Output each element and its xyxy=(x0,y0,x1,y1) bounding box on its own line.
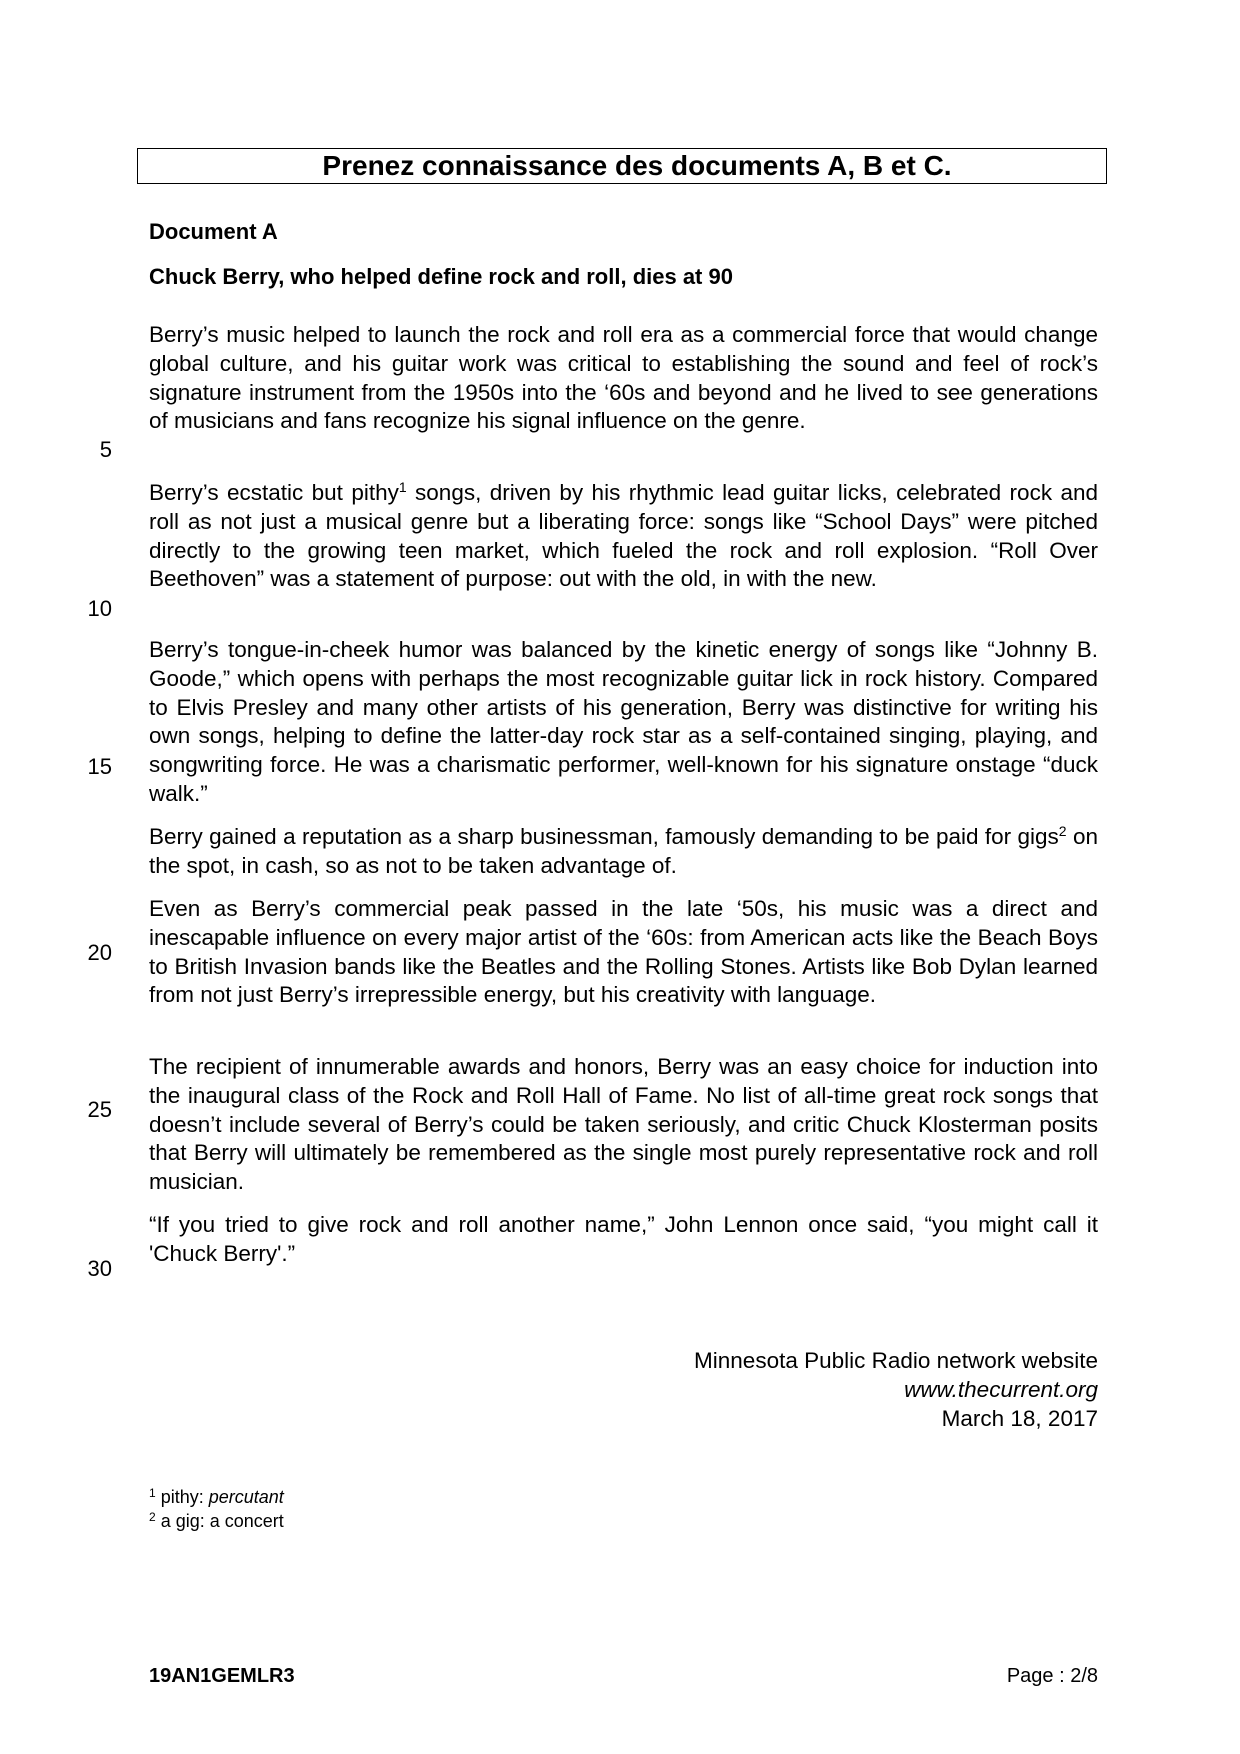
exam-code: 19AN1GEMLR3 xyxy=(149,1665,295,1687)
instruction-text: Prenez connaissance des documents A, B et C. xyxy=(322,150,952,181)
paragraph-5: Even as Berry’s commercial peak passed in the late ‘50s, his music was a direct and inescapable influence on every major artist of the ‘60s: from American acts like the Beach Boys to British Invasion bands like the Beatles and the Rolling Stones. Artists like Bob Dylan learned from not just Berry’s irrepressible energy, but his creativity with language. xyxy=(149,896,1098,1008)
paragraph-7: “If you tried to give rock and roll another name,” John Lennon once said, “you might call it 'Chuck Berry'.” xyxy=(149,1212,1098,1266)
source-url: www.thecurrent.org xyxy=(904,1377,1098,1402)
footnote-definition: percutant xyxy=(208,1487,284,1507)
line-number: 15 xyxy=(87,754,112,779)
document-label: Document A xyxy=(149,219,278,244)
instruction-banner xyxy=(137,148,1107,184)
line-number: 25 xyxy=(87,1097,112,1122)
footnote-1 xyxy=(149,1485,284,1509)
footnote-2 xyxy=(149,1509,284,1533)
paragraph-1: Berry’s music helped to launch the rock and roll era as a commercial force that would change global culture, and his guitar work was critical to establishing the sound and feel of rock’s signature instrument from the 1950s into the ‘60s and beyond and he lived to see generations of musicians and fans recognize his signal influence on the genre. xyxy=(149,322,1098,434)
paragraph-6: The recipient of innumerable awards and honors, Berry was an easy choice for induction into the inaugural class of the Rock and Roll Hall of Fame. No list of all-time great rock songs that doesn’t include several of Berry’s could be taken seriously, and critic Chuck Klosterman posits that Berry will ultimately be remembered as the single most purely representative rock and roll musician. xyxy=(149,1054,1098,1195)
footnote-term: a gig: a concert xyxy=(160,1511,284,1531)
paragraph-4-text-b: on the spot, in cash, so as not to be taken advantage of. xyxy=(149,824,1098,878)
line-number: 20 xyxy=(87,940,112,965)
source-citation xyxy=(694,1346,1098,1433)
paragraph-3: Berry’s tongue-in-cheek humor was balanced by the kinetic energy of songs like “Johnny B. Goode,” which opens with perhaps the most recognizable guitar lick in rock history. Compared to Elvis Presley and many other artists of his generation, Berry was distinctive for writing his own songs, helping to define the latter-day rock star as a self-contained singing, playing, and songwriting force. He was a charismatic performer, well-known for his signature onstage “duck walk.” xyxy=(149,637,1098,806)
line-number: 30 xyxy=(87,1256,112,1281)
paragraph-2-text-a: Berry’s ecstatic but pithy xyxy=(149,480,399,505)
footnotes xyxy=(149,1485,284,1533)
paragraph-4-text-a: Berry gained a reputation as a sharp businessman, famously demanding to be paid for gigs xyxy=(149,824,1059,849)
footnote-term: pithy: xyxy=(160,1487,209,1507)
article-title: Chuck Berry, who helped define rock and roll, dies at 90 xyxy=(149,264,733,289)
footnote-ref-1: 1 xyxy=(398,479,407,495)
footnote-mark: 1 xyxy=(149,1486,156,1500)
paragraph-4 xyxy=(149,823,1098,881)
source-date: March 18, 2017 xyxy=(941,1406,1098,1431)
paragraph-2 xyxy=(149,479,1098,594)
page-number: Page : 2/8 xyxy=(1006,1665,1098,1687)
source-publisher: Minnesota Public Radio network website xyxy=(694,1348,1098,1373)
line-number: 10 xyxy=(87,596,112,621)
line-number: 5 xyxy=(99,437,112,462)
footnote-ref-2: 2 xyxy=(1058,823,1067,839)
paragraph-2-text-b: songs, driven by his rhythmic lead guitar licks, celebrated rock and roll as not just a musical genre but a liberating force: songs like “School Days” were pitched directly to the growing teen market, which fueled the rock and roll explosion. “Roll Over Beethoven” was a statement of purpose: out with the old, in with the new. xyxy=(149,480,1098,592)
footnote-mark: 2 xyxy=(149,1510,156,1524)
